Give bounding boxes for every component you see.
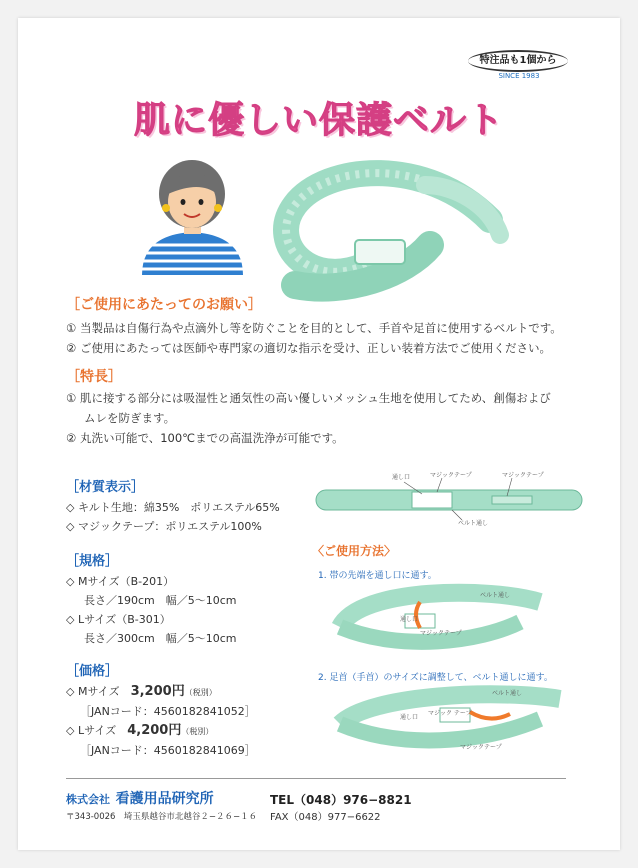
price-l-jan: ［JANコード：4560182841069］ <box>80 744 256 757</box>
specs-heading: ［規格］ <box>66 554 119 569</box>
notice-item: ② ご使用にあたっては医師や専門家の適切な指示を受け、正しい装着方法でご使用ください。 <box>66 341 552 355</box>
logo-since: SINCE 1983 <box>498 72 540 80</box>
person-illustration <box>140 150 245 275</box>
notice-item: ① 当製品は自傷行為や点滴外し等を防ぐことを目的として、手首や足首に使用するベルトです。 <box>66 321 562 335</box>
usage-step-2-svg <box>320 684 575 754</box>
footer-divider <box>66 778 566 779</box>
belt-parts-diagram <box>312 470 587 532</box>
price-l-tax: （税別） <box>181 727 214 736</box>
usage-step-1-illustration <box>320 582 555 652</box>
step1-label-belt: ベルト通し <box>480 592 511 599</box>
label-loop: 通し口 <box>392 474 411 481</box>
company-fax: FAX（048）977−6622 <box>270 812 381 823</box>
materials-list <box>66 498 280 536</box>
spec-l-dims: 長さ／300cm 幅／5〜10cm <box>84 632 237 645</box>
step2-label-velcro-short: マジック テープ <box>428 710 472 717</box>
belt-illustration <box>255 145 515 305</box>
prices-list <box>66 682 256 760</box>
belt-parts-svg <box>312 470 587 532</box>
feature-item-line: ムレを防ぎます。 <box>84 411 176 425</box>
logo-text: 特注品も1個から <box>468 50 568 72</box>
price-m-jan: ［JANコード：4560182841052］ <box>80 705 256 718</box>
price-m-label: ◇ Mサイズ <box>66 685 120 698</box>
notice-heading: ［ご使用にあたってのお願い］ <box>66 297 262 313</box>
page-title: 肌に優しい保護ベルト <box>133 100 504 141</box>
spec-m-title: ◇ Mサイズ（B-201） <box>66 575 175 588</box>
price-l-label: ◇ Lサイズ <box>66 724 117 737</box>
prices-heading: ［価格］ <box>66 664 119 679</box>
brand-logo <box>460 40 578 88</box>
notice-list <box>66 318 596 358</box>
features-heading: ［特長］ <box>66 369 122 385</box>
price-m-row <box>66 682 256 702</box>
label-belt: ベルト通し <box>458 520 489 527</box>
specs-list <box>66 572 237 648</box>
company-address: 〒343-0026 埼玉県越谷市北越谷２−２６−１６ <box>66 812 258 822</box>
feature-item-line: ① 肌に接する部分には吸湿性と通気性の高い優しいメッシュ生地を使用してため、創傷および <box>66 391 551 405</box>
step2-label-velcro: マジックテープ <box>460 744 502 751</box>
spec-l-title: ◇ Lサイズ（B-301） <box>66 613 171 626</box>
usage-step-1-svg <box>320 582 555 652</box>
company-name: 看護用品研究所 <box>115 791 214 807</box>
company-prefix: 株式会社 <box>66 793 110 806</box>
company-name-row <box>66 788 214 808</box>
price-m-tax: （税別） <box>184 688 217 697</box>
usage-step-2-illustration <box>320 684 575 754</box>
price-l-value: 4,200円 <box>127 723 182 738</box>
usage-step-2: 2. 足首（手首）のサイズに調整して、ベルト通しに通す。 <box>318 673 553 683</box>
price-m-value: 3,200円 <box>130 684 185 699</box>
spec-m-dims: 長さ／190cm 幅／5〜10cm <box>84 594 237 607</box>
step1-label-velcro: マジックテープ <box>420 630 462 637</box>
usage-heading: 〈ご使用方法〉 <box>312 544 397 558</box>
material-item: ◇ キルト生地：綿35% ポリエステル65% <box>66 501 280 514</box>
features-list <box>66 388 596 448</box>
material-item: ◇ マジックテープ：ポリエステル100% <box>66 520 262 533</box>
usage-step-1: 1. 帯の先端を通し口に通す。 <box>318 571 437 581</box>
price-l-row <box>66 721 256 741</box>
label-velcro-2: マジックテープ <box>502 472 544 479</box>
materials-heading: ［材質表示］ <box>66 480 145 495</box>
step2-label-belt: ベルト通し <box>492 690 523 697</box>
label-velcro-1: マジックテープ <box>430 472 472 479</box>
step1-label-loop: 通し口 <box>400 616 419 623</box>
step2-label-loop: 通し口 <box>400 714 419 721</box>
feature-item: ② 丸洗い可能で、100℃までの高温洗浄が可能です。 <box>66 431 344 445</box>
company-tel: TEL（048）976−8821 <box>270 793 412 807</box>
